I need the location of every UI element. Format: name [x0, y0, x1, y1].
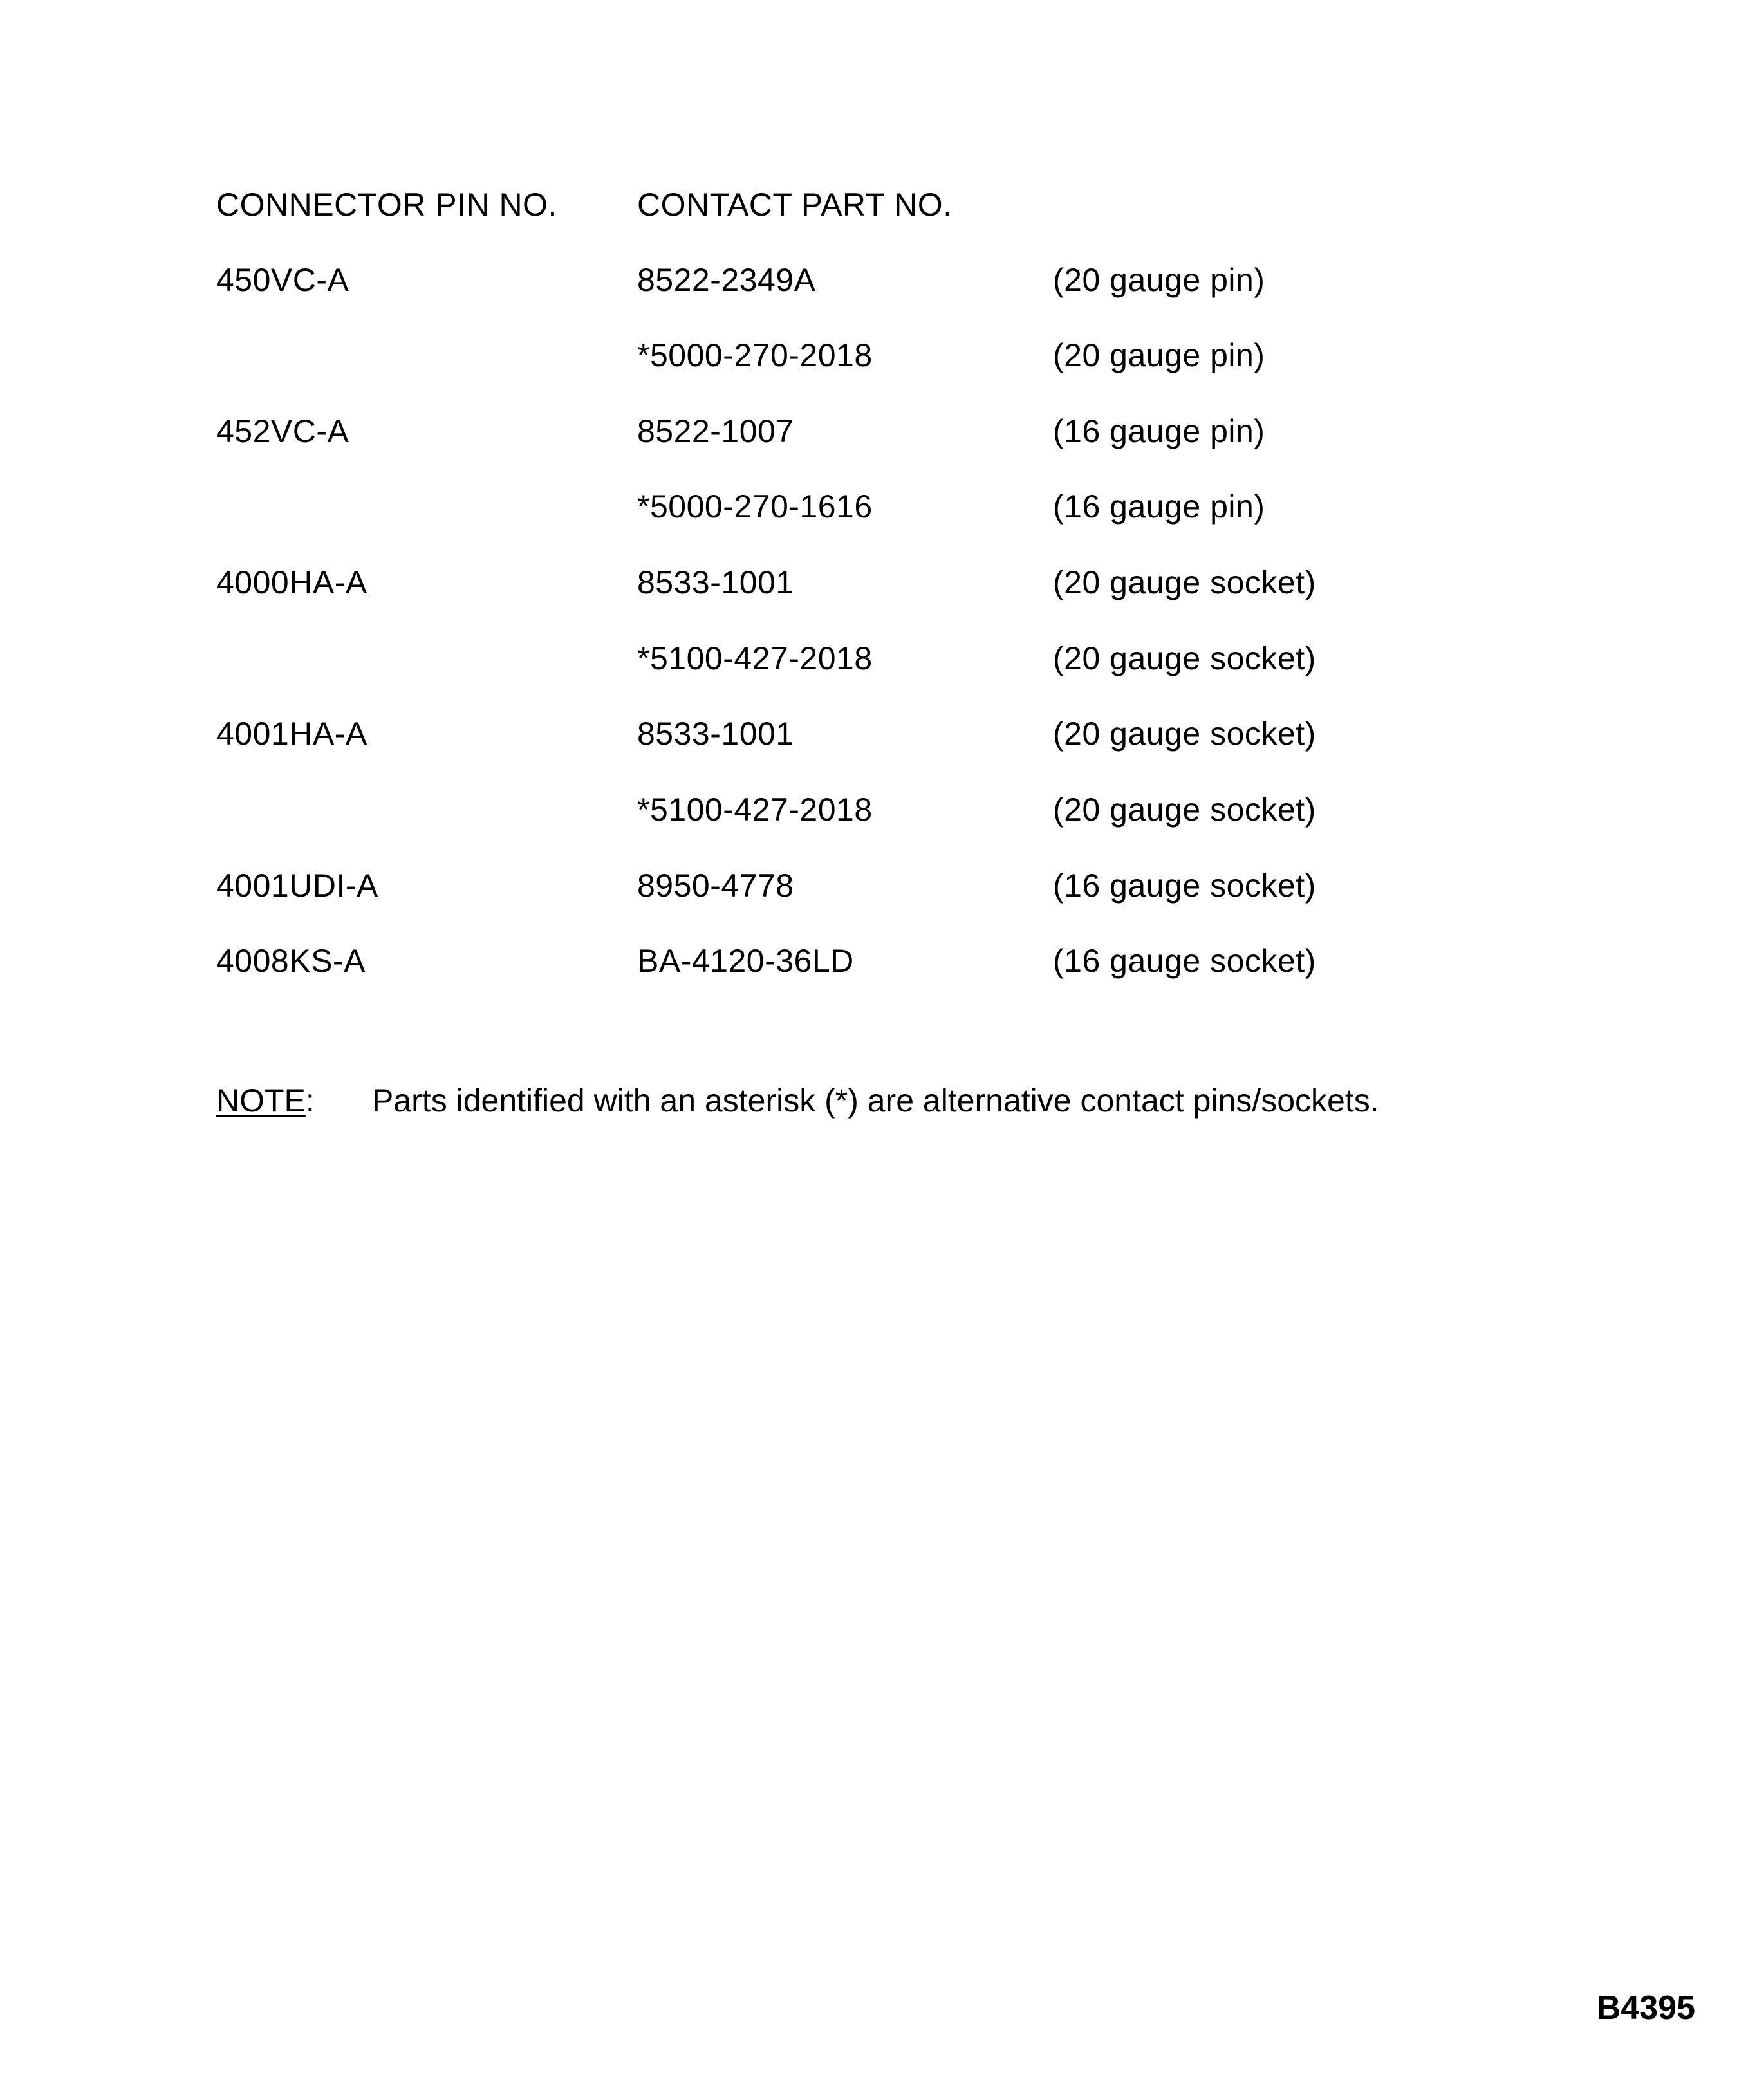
note-label-word: NOTE — [216, 1083, 306, 1119]
note-label-colon: : — [305, 1083, 315, 1119]
gauge-description-cell: (16 gauge pin) — [1053, 413, 1265, 449]
gauge-description-cell: (16 gauge pin) — [1053, 488, 1265, 525]
contact-part-cell: 8533-1001 — [637, 564, 794, 600]
connector-pin-cell: 450VC-A — [216, 262, 349, 298]
contact-part-cell: *5000-270-1616 — [637, 488, 873, 525]
gauge-description-cell: (20 gauge pin) — [1053, 262, 1265, 298]
connector-pin-cell: 4001UDI-A — [216, 868, 378, 904]
contact-part-cell: BA-4120-36LD — [637, 943, 854, 979]
gauge-description-cell: (20 gauge socket) — [1053, 564, 1316, 600]
contact-part-cell: 8522-2349A — [637, 262, 816, 298]
contact-part-cell: *5100-427-2018 — [637, 792, 873, 828]
contact-part-cell: 8950-4778 — [637, 868, 794, 904]
note-label — [216, 1083, 315, 1119]
document-code: B4395 — [1596, 1989, 1695, 2027]
header-connector-pin-no: CONNECTOR PIN NO. — [216, 187, 557, 223]
connector-pin-cell: 4000HA-A — [216, 564, 367, 600]
gauge-description-cell: (16 gauge socket) — [1053, 868, 1316, 904]
note-text: Parts identified with an asterisk (*) are alternative contact pins/sockets. — [372, 1083, 1379, 1119]
header-contact-part-no: CONTACT PART NO. — [637, 187, 953, 223]
gauge-description-cell: (20 gauge pin) — [1053, 337, 1265, 373]
gauge-description-cell: (16 gauge socket) — [1053, 943, 1316, 979]
connector-pin-cell: 4001HA-A — [216, 716, 367, 752]
connector-pin-cell: 452VC-A — [216, 413, 349, 449]
contact-part-cell: *5100-427-2018 — [637, 640, 873, 676]
contact-part-cell: 8533-1001 — [637, 716, 794, 752]
gauge-description-cell: (20 gauge socket) — [1053, 716, 1316, 752]
gauge-description-cell: (20 gauge socket) — [1053, 640, 1316, 676]
contact-part-cell: *5000-270-2018 — [637, 337, 873, 373]
contact-part-cell: 8522-1007 — [637, 413, 794, 449]
gauge-description-cell: (20 gauge socket) — [1053, 792, 1316, 828]
connector-pin-cell: 4008KS-A — [216, 943, 366, 979]
